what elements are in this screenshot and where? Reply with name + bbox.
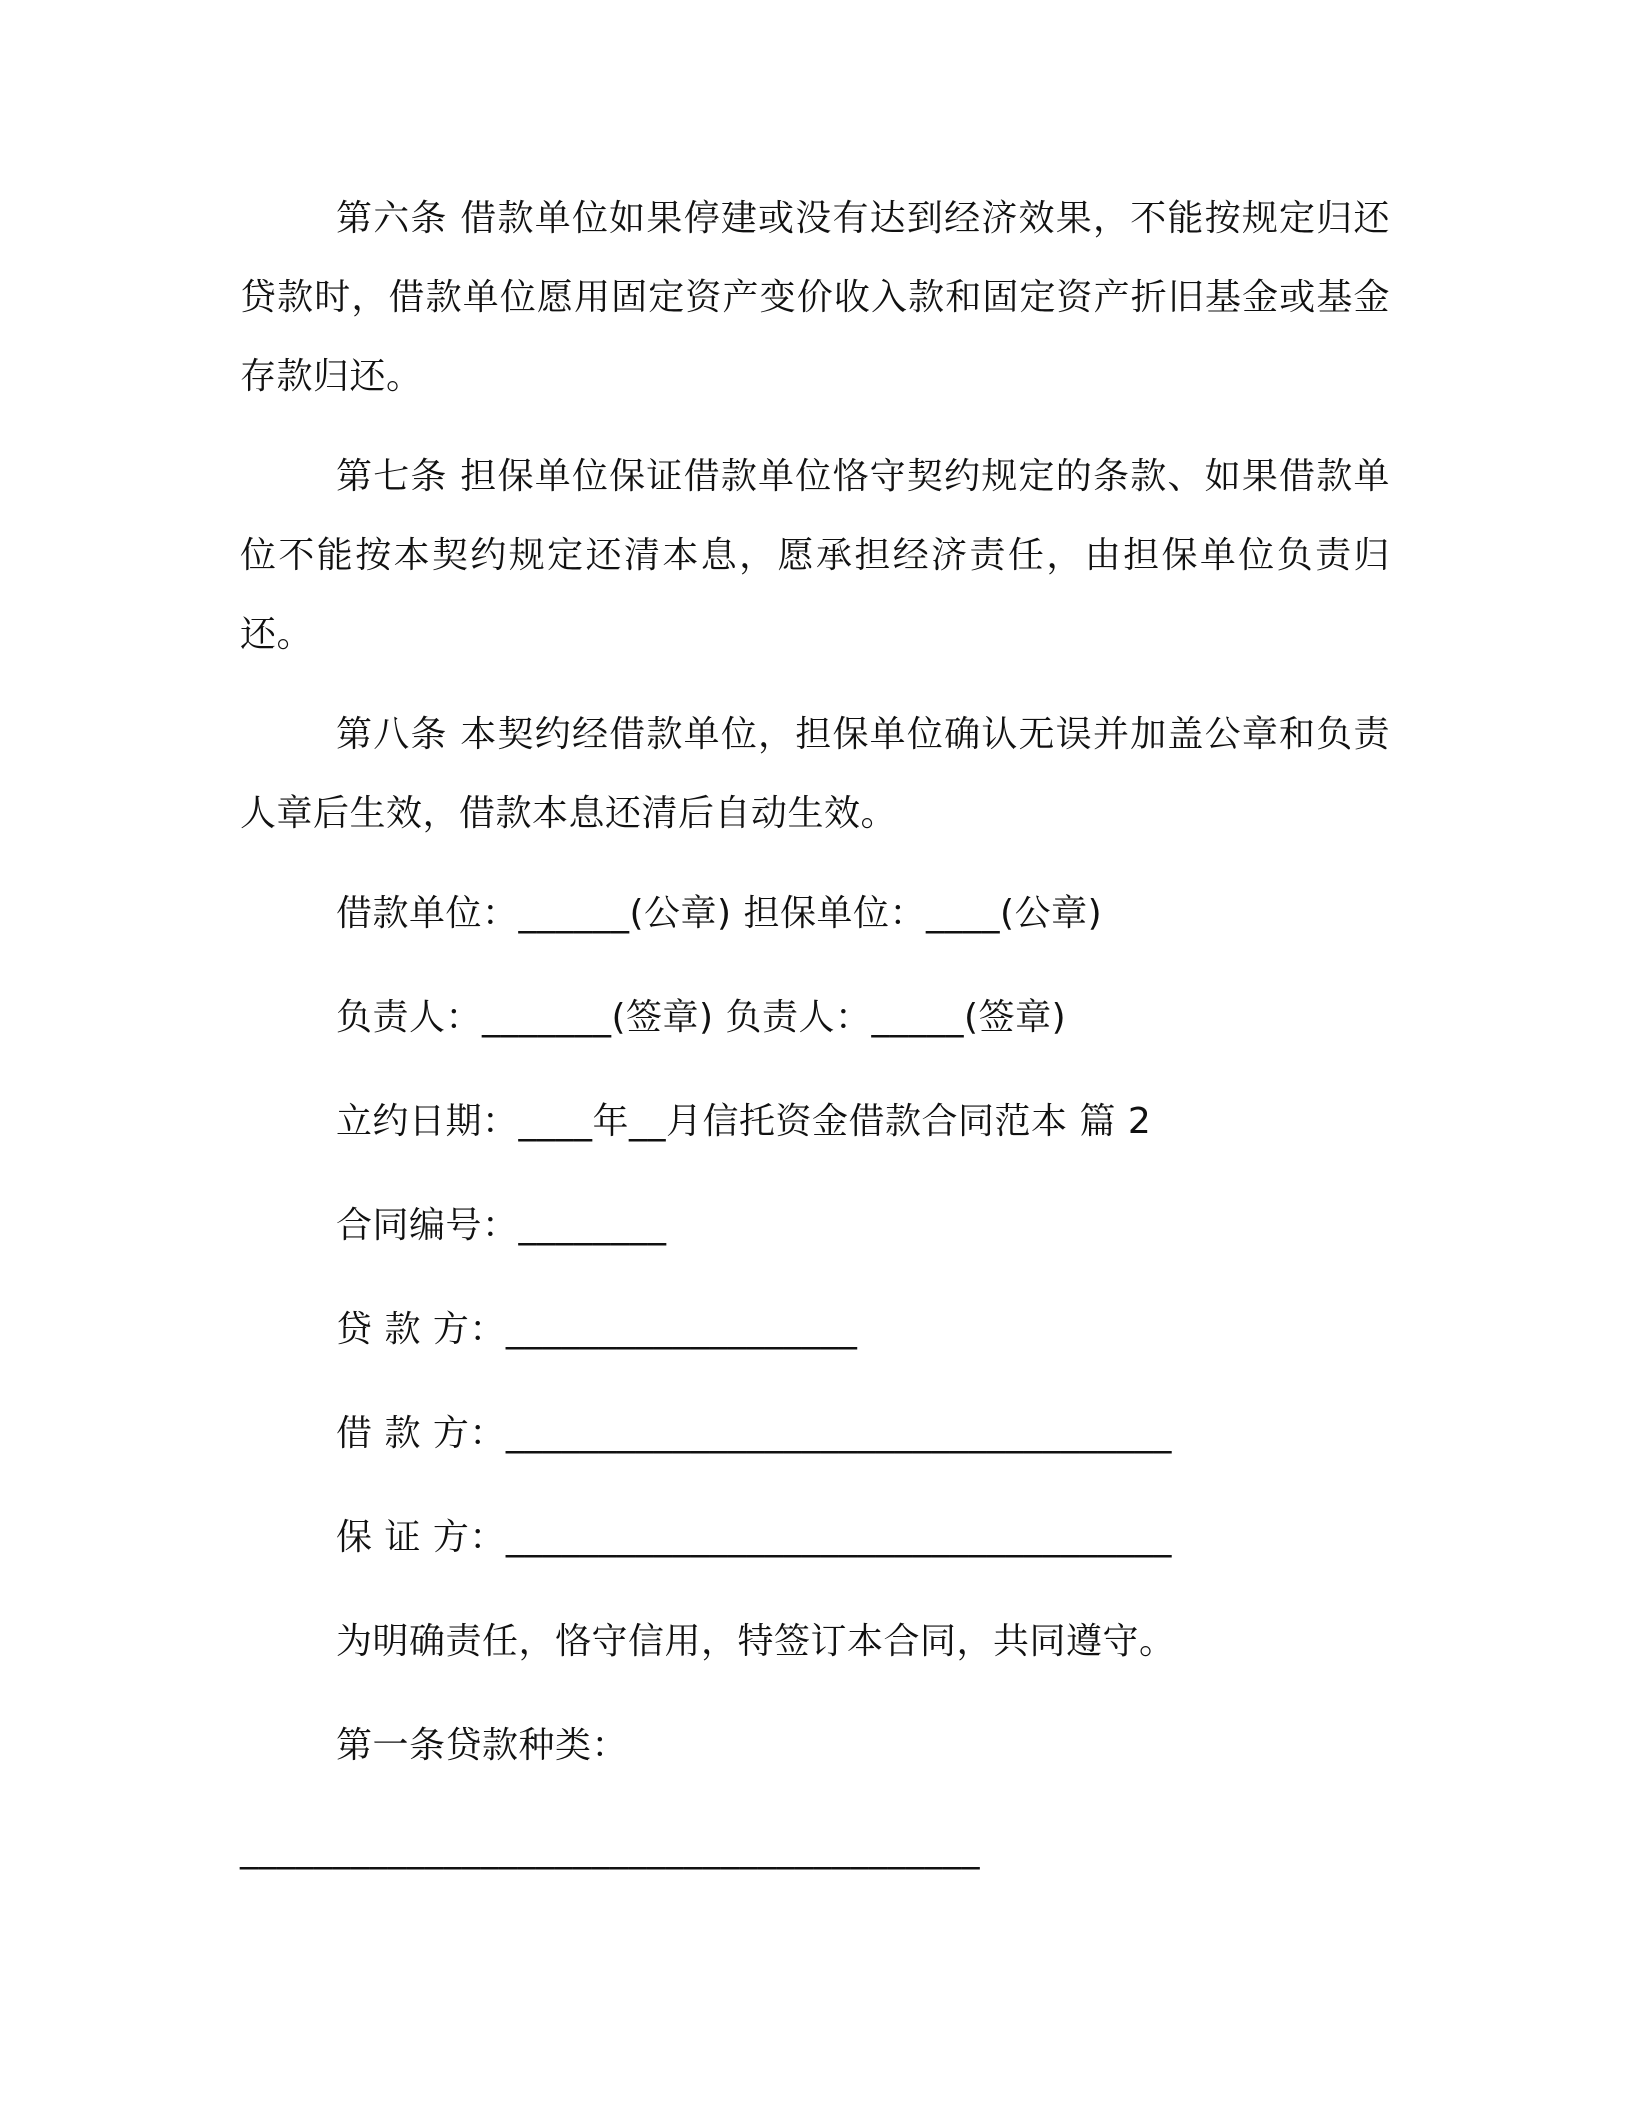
article-8-paragraph: 第八条 本契约经借款单位，担保单位确认无误并加盖公章和负责人章后生效，借款本息还清后自动生效。 bbox=[240, 714, 1390, 834]
preamble-line: 为明确责任，恪守信用，特签订本合同，共同遵守。 bbox=[336, 1621, 1176, 1662]
article-7-paragraph: 第七条 担保单位保证借款单位恪守契约规定的条款、如果借款单位不能按本契约规定还清本息，愿承担经济责任，由担保单位负责归还。 bbox=[240, 456, 1390, 655]
borrower-line: 借 款 方：____________________________________ bbox=[336, 1413, 1172, 1454]
article-1-heading: 第一条贷款种类： bbox=[336, 1725, 629, 1766]
signature-line: 负责人：_______(签章) 负责人：_____(签章) bbox=[336, 997, 1067, 1038]
guarantor-line: 保 证 方：____________________________________ bbox=[336, 1517, 1172, 1558]
lender-line: 贷 款 方：___________________ bbox=[336, 1309, 858, 1350]
blank-fill-line: ________________________________________ bbox=[240, 1829, 980, 1870]
date-and-contract-title: 立约日期：____年__月信托资金借款合同范本 篇 2 bbox=[336, 1101, 1152, 1142]
contract-number-line: 合同编号：________ bbox=[336, 1205, 667, 1246]
seal-line: 借款单位：______(公章) 担保单位：____(公章) bbox=[336, 893, 1103, 934]
article-6-paragraph: 第六条 借款单位如果停建或没有达到经济效果，不能按规定归还贷款时，借款单位愿用固定资产变价收入款和固定资产折旧基金或基金存款归还。 bbox=[240, 198, 1390, 397]
